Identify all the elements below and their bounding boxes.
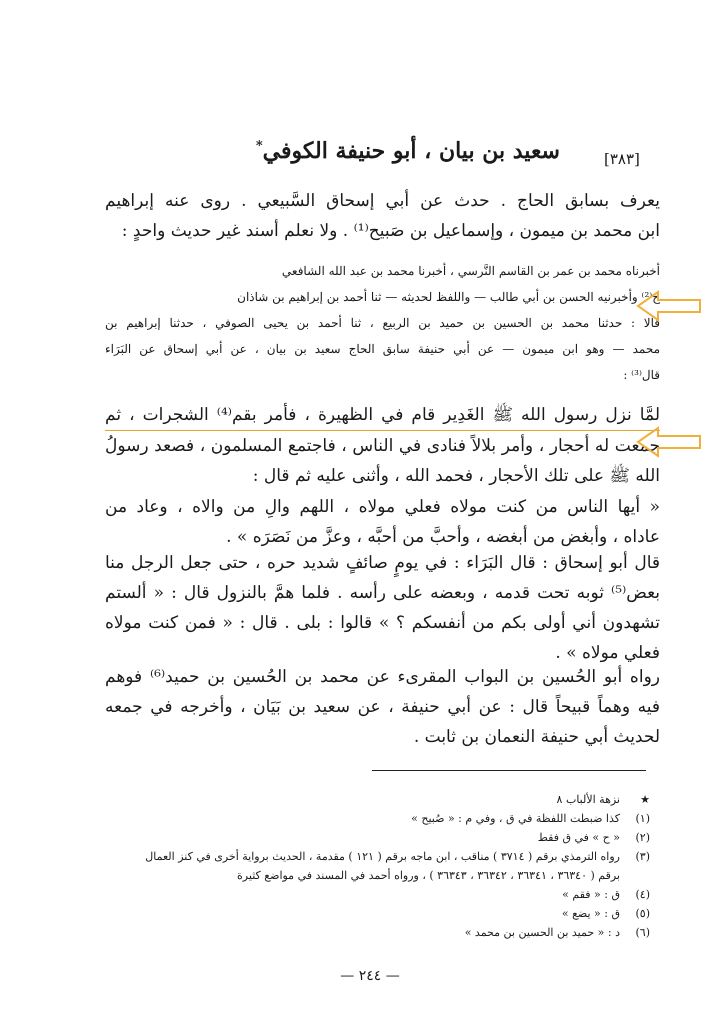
continuation-line: قال أبو إسحاق : قال البَرَاء : في يومٍ صائفٍ شديد حره ، حتى جعل الرجل منا [105,553,660,573]
continuation-line: بعض⁽⁵⁾ ثوبه تحت قدمه ، وبعضه على رأسه . فلما همَّ بالنزول قال : « ألستم [105,583,660,603]
title-text: سعيد بن بيان ، أبو حنيفة الكوفي [262,138,560,164]
arrow-left-icon [636,424,704,460]
conclusion-paragraph [105,662,660,752]
footnote-mark: (٥) [635,907,650,920]
continuation-paragraph [105,548,660,668]
hadith-line: جمعت له أحجار ، وأمر بلالاً فنادى في الناس ، فاجتمع المسلمون ، فصعد رسولُ [105,436,660,456]
hadith-line: لمَّا نزل رسول الله ﷺ الغَدِير قام في الظهيرة ، فأمر بقم⁽⁴⁾ الشجرات ، ثم [105,400,660,431]
intro-paragraph [105,186,660,246]
footnote-text: رواه الترمذي برقم ( ٣٧١٤ ) مناقب ، ابن ماجه برقم ( ١٢١ ) مقدمة ، الحديث برواية أخرى في كنز العمال [145,850,620,863]
footnote-item [145,847,650,866]
footnote-mark: (١) [635,812,650,825]
isnad-line: ح⁽²⁾ وأخبرنيه الحسن بن أبي طالب — واللفظ لحديثه — ثنا أحمد بن إبراهيم بن شاذان [237,290,660,304]
footnote-item [300,923,650,942]
intro-line: ابن محمد بن ميمون ، وإسماعيل بن صَبيح⁽¹⁾ . ولا نعلم أسند غير حديث واحدٍ : [121,221,660,241]
footnote-item [300,828,650,847]
footnote-mark: (٢) [635,831,650,844]
conclusion-line: فيه وهماً قبيحاً قال : عن أبي حنيفة ، عن سعيد بن بَيَان ، وأخرجه في جمعه [105,697,660,717]
speech-line: « أيها الناس من كنت مولاه فعلي مولاه ، اللهم والِ من والاه ، وعاد من [105,497,660,517]
footnote-text: « ح » في ق فقط [537,831,620,844]
hadith-line: الله ﷺ على تلك الأحجار ، فحمد الله ، وأثنى عليه ثم قال : [252,466,660,486]
isnad-block [105,258,660,388]
isnad-line: محمد — وهو ابن ميمون — عن أبي حنيفة سابق الحاج سعيد بن بيان ، عن أبي إسحاق عن البَرَاء [105,342,660,356]
continuation-line: فعلي مولاه » . [555,643,660,663]
footnote-item [237,866,650,885]
footnote-item [300,904,650,923]
isnad-line: قال⁽³⁾ : [623,368,660,382]
footnote-text: برقم ( ٣٦٣٤٠ ، ٣٦٣٤١ ، ٣٦٣٤٢ ، ٣٦٣٤٣ ) ، ورواه أحمد في المسند في مواضع كثيرة [237,869,620,882]
footnote-item [300,809,650,828]
footnotes [145,790,650,942]
footnote-text: كذا ضبطت اللفظة في ق ، وفي م : « صُبيح » [411,812,620,825]
speech-paragraph [105,492,660,552]
entry-number: [٣٨٣] [604,150,640,168]
footnote-text: د : « حميد بن الحسين بن محمد » [464,926,620,939]
footnote-item [300,885,650,904]
page-number: — ٢٤٤ — [340,968,400,984]
title-footnote-mark: * [255,138,263,154]
conclusion-line: لحديث أبي حنيفة النعمان بن ثابت . [413,727,660,747]
isnad-line: أخبرناه محمد بن عمر بن القاسم النَّرسي ، أخبرنا محمد بن عبد الله الشافعي [281,264,660,278]
footnote-item [300,790,650,809]
footnote-mark: (٦) [635,926,650,939]
footnote-mark: (٣) [635,850,650,863]
footnote-mark: (٤) [635,888,650,901]
hadith-paragraph [105,400,660,491]
footnote-text: ق : « يضع » [561,907,620,920]
footnote-mark [620,866,650,885]
intro-line: يعرف بسابق الحاج . حدث عن أبي إسحاق السَّبيعي . روى عنه إبراهيم [105,191,660,211]
footnote-text: نزهة الألباب ٨ [556,793,620,806]
conclusion-line: رواه أبو الحُسين بن البواب المقرىء عن محمد بن الحُسين بن حميد⁽⁶⁾ فوهم [105,667,660,687]
continuation-line: تشهدون أني أولى بكم من أنفسكم ؟ » قالوا : بلى . قال : « فمن كنت مولاه [105,613,660,633]
footnote-divider [372,770,646,771]
entry-title [230,138,560,164]
isnad-line: قالا : حدثنا محمد بن الحسين بن حميد بن الربيع ، ثنا أحمد بن يحيى الصوفي ، حدثنا إبراهيم بن [105,316,660,330]
footnote-text: ق : « فقم » [562,888,620,901]
arrow-left-icon [636,288,704,324]
footnote-mark: ★ [640,793,650,806]
speech-line: عاداه ، وأبغض من أبغضه ، وأحبَّ من أحبَّه ، وعزَّ من نَصَرَه » . [226,527,660,547]
